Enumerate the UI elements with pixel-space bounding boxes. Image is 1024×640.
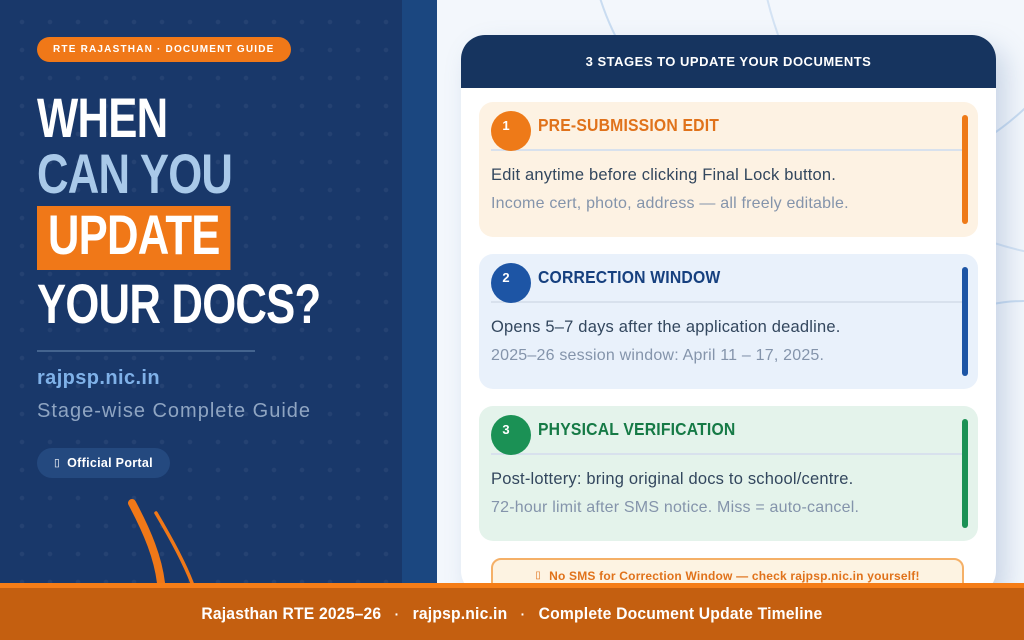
right-area [437,0,1024,583]
stage-card-physical-verification [479,406,978,541]
warning-banner [491,558,964,583]
stage-title: PRE-SUBMISSION EDIT [538,115,720,135]
title-line-update: UPDATE [37,206,437,270]
stage-title: PHYSICAL VERIFICATION [538,419,736,439]
stage-title: CORRECTION WINDOW [538,267,721,287]
site-label: rajpsp.nic.in [37,367,161,389]
title-line-your-docs: YOUR DOCS? [37,272,321,335]
title-line-when: WHEN [37,86,168,149]
tofu-box-icon: ▯ [535,569,542,581]
stage-number-badge: 3 [491,415,531,455]
main-title [37,86,437,335]
stage-secondary-text: Income cert, photo, address — all freely editable. [491,195,849,212]
swoosh-decoration [118,498,198,583]
left-panel [0,0,437,583]
stage-primary-text: Opens 5–7 days after the application deadline. [491,318,841,336]
warning-text: No SMS for Correction Window — check rajpsp.nic.in yourself! [549,569,920,583]
stage-secondary-text: 72-hour limit after SMS notice. Miss = auto-cancel. [491,499,860,516]
stage-number-badge: 2 [491,263,531,303]
stages-card-header [461,35,996,88]
stage-card-correction-window [479,254,978,389]
stage-accent-bar [962,115,968,224]
stage-accent-bar [962,419,968,528]
footer-separator: · [394,606,400,622]
footer-text-site: rajpsp.nic.in [412,604,508,623]
stages-card [461,35,996,583]
subtitle: Stage-wise Complete Guide [37,400,312,422]
official-portal-button[interactable] [37,448,170,478]
stage-primary-text: Post-lottery: bring original docs to school/centre. [491,470,854,488]
stage-card-pre-submission-edit [479,102,978,237]
tofu-box-icon: ▯ [54,456,61,469]
footer-text-edition: Rajasthan RTE 2025–26 [201,604,382,623]
stage-primary-text: Edit anytime before clicking Final Lock button. [491,166,837,184]
title-line-can-you: CAN YOU [37,142,233,205]
title-divider [37,350,255,352]
footer-text-tagline: Complete Document Update Timeline [538,604,823,623]
portal-button-label: Official Portal [67,456,153,470]
footer-bar [0,583,1024,640]
stage-secondary-text: 2025–26 session window: April 11 – 17, 2025. [491,347,825,364]
stage-accent-bar [962,267,968,376]
stage-number-badge: 1 [491,111,531,151]
stages-card-title: 3 STAGES TO UPDATE YOUR DOCUMENTS [585,54,872,69]
guide-badge: RTE RAJASTHAN · DOCUMENT GUIDE [37,37,291,62]
footer-separator: · [520,606,526,622]
